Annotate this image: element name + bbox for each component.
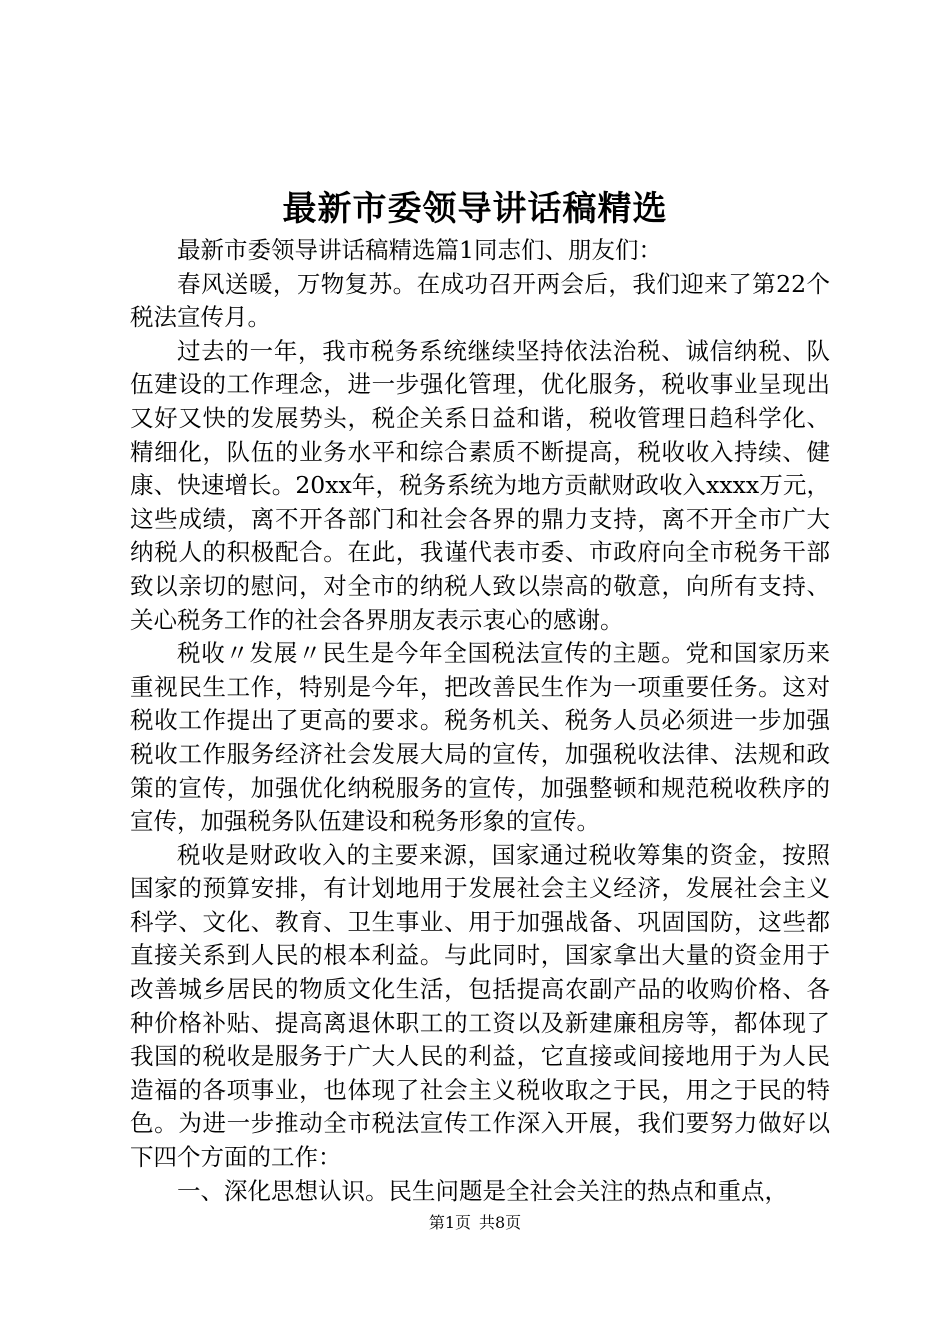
paragraph-revenue: 税收是财政收入的主要来源，国家通过税收筹集的资金，按照国家的预算安排，有计划地用于发展社会主义经济，发展社会主义科学、文化、教育、卫生事业、用于加强战备、巩固国防，这些都直接关系到人民的根本利益。与此同时，国家拿出大量的资金用于改善城乡居民的物质文化生活，包括提高农副产品的收购价格、各种价格补贴、提高离退休职工的工资以及新建廉租房等，都体现了我国的税收是服务于广大人民的利益，它直接或间接地用于为人民造福的各项事业，也体现了社会主义税收取之于民，用之于民的特色。为进一步推动全市税法宣传工作深入开展，我们要努力做好以下四个方面的工作： <box>130 840 830 1172</box>
paragraph-greeting: 最新市委领导讲话稿精选篇1同志们、朋友们： <box>177 236 662 264</box>
page-number-total: 共8页 <box>479 1213 522 1232</box>
paragraph-opening: 春风送暖，万物复苏。在成功召开两会后，我们迎来了第22个税法宣传月。 <box>130 269 830 332</box>
page-footer <box>0 1212 950 1234</box>
document-body <box>130 234 830 1208</box>
paragraph-point-one: 一、深化思想认识。民生问题是全社会关注的热点和重点， <box>177 1176 788 1205</box>
paragraph-review: 过去的一年，我市税务系统继续坚持依法治税、诚信纳税、队伍建设的工作理念，进一步强化管理，优化服务，税收事业呈现出又好又快的发展势头，税企关系日益和谐，税收管理日趋科学化、精细化，队伍的业务水平和综合素质不断提高，税收收入持续、健康、快速增长。20xx年，税务系统为地方贡献财政收入xxxx万元，这些成绩，离不开各部门和社会各界的鼎力支持，离不开全市广大纳税人的积极配合。在此，我谨代表市委、市政府向全市税务干部致以亲切的慰问，对全市的纳税人致以崇高的敬意，向所有支持、关心税务工作的社会各界朋友表示衷心的感谢。 <box>130 336 830 634</box>
paragraph-theme: 税收〃发展〃民生是今年全国税法宣传的主题。党和国家历来重视民生工作，特别是今年，把改善民生作为一项重要任务。这对税收工作提出了更高的要求。税务机关、税务人员必须进一步加强税收工作服务经济社会发展大局的宣传，加强税收法律、法规和政策的宣传，加强优化纳税服务的宣传，加强整顿和规范税收秩序的宣传，加强税务队伍建设和税务形象的宣传。 <box>130 639 830 836</box>
page-number-current: 第1页 <box>428 1213 471 1232</box>
document-title: 最新市委领导讲话稿精选 <box>282 189 668 229</box>
